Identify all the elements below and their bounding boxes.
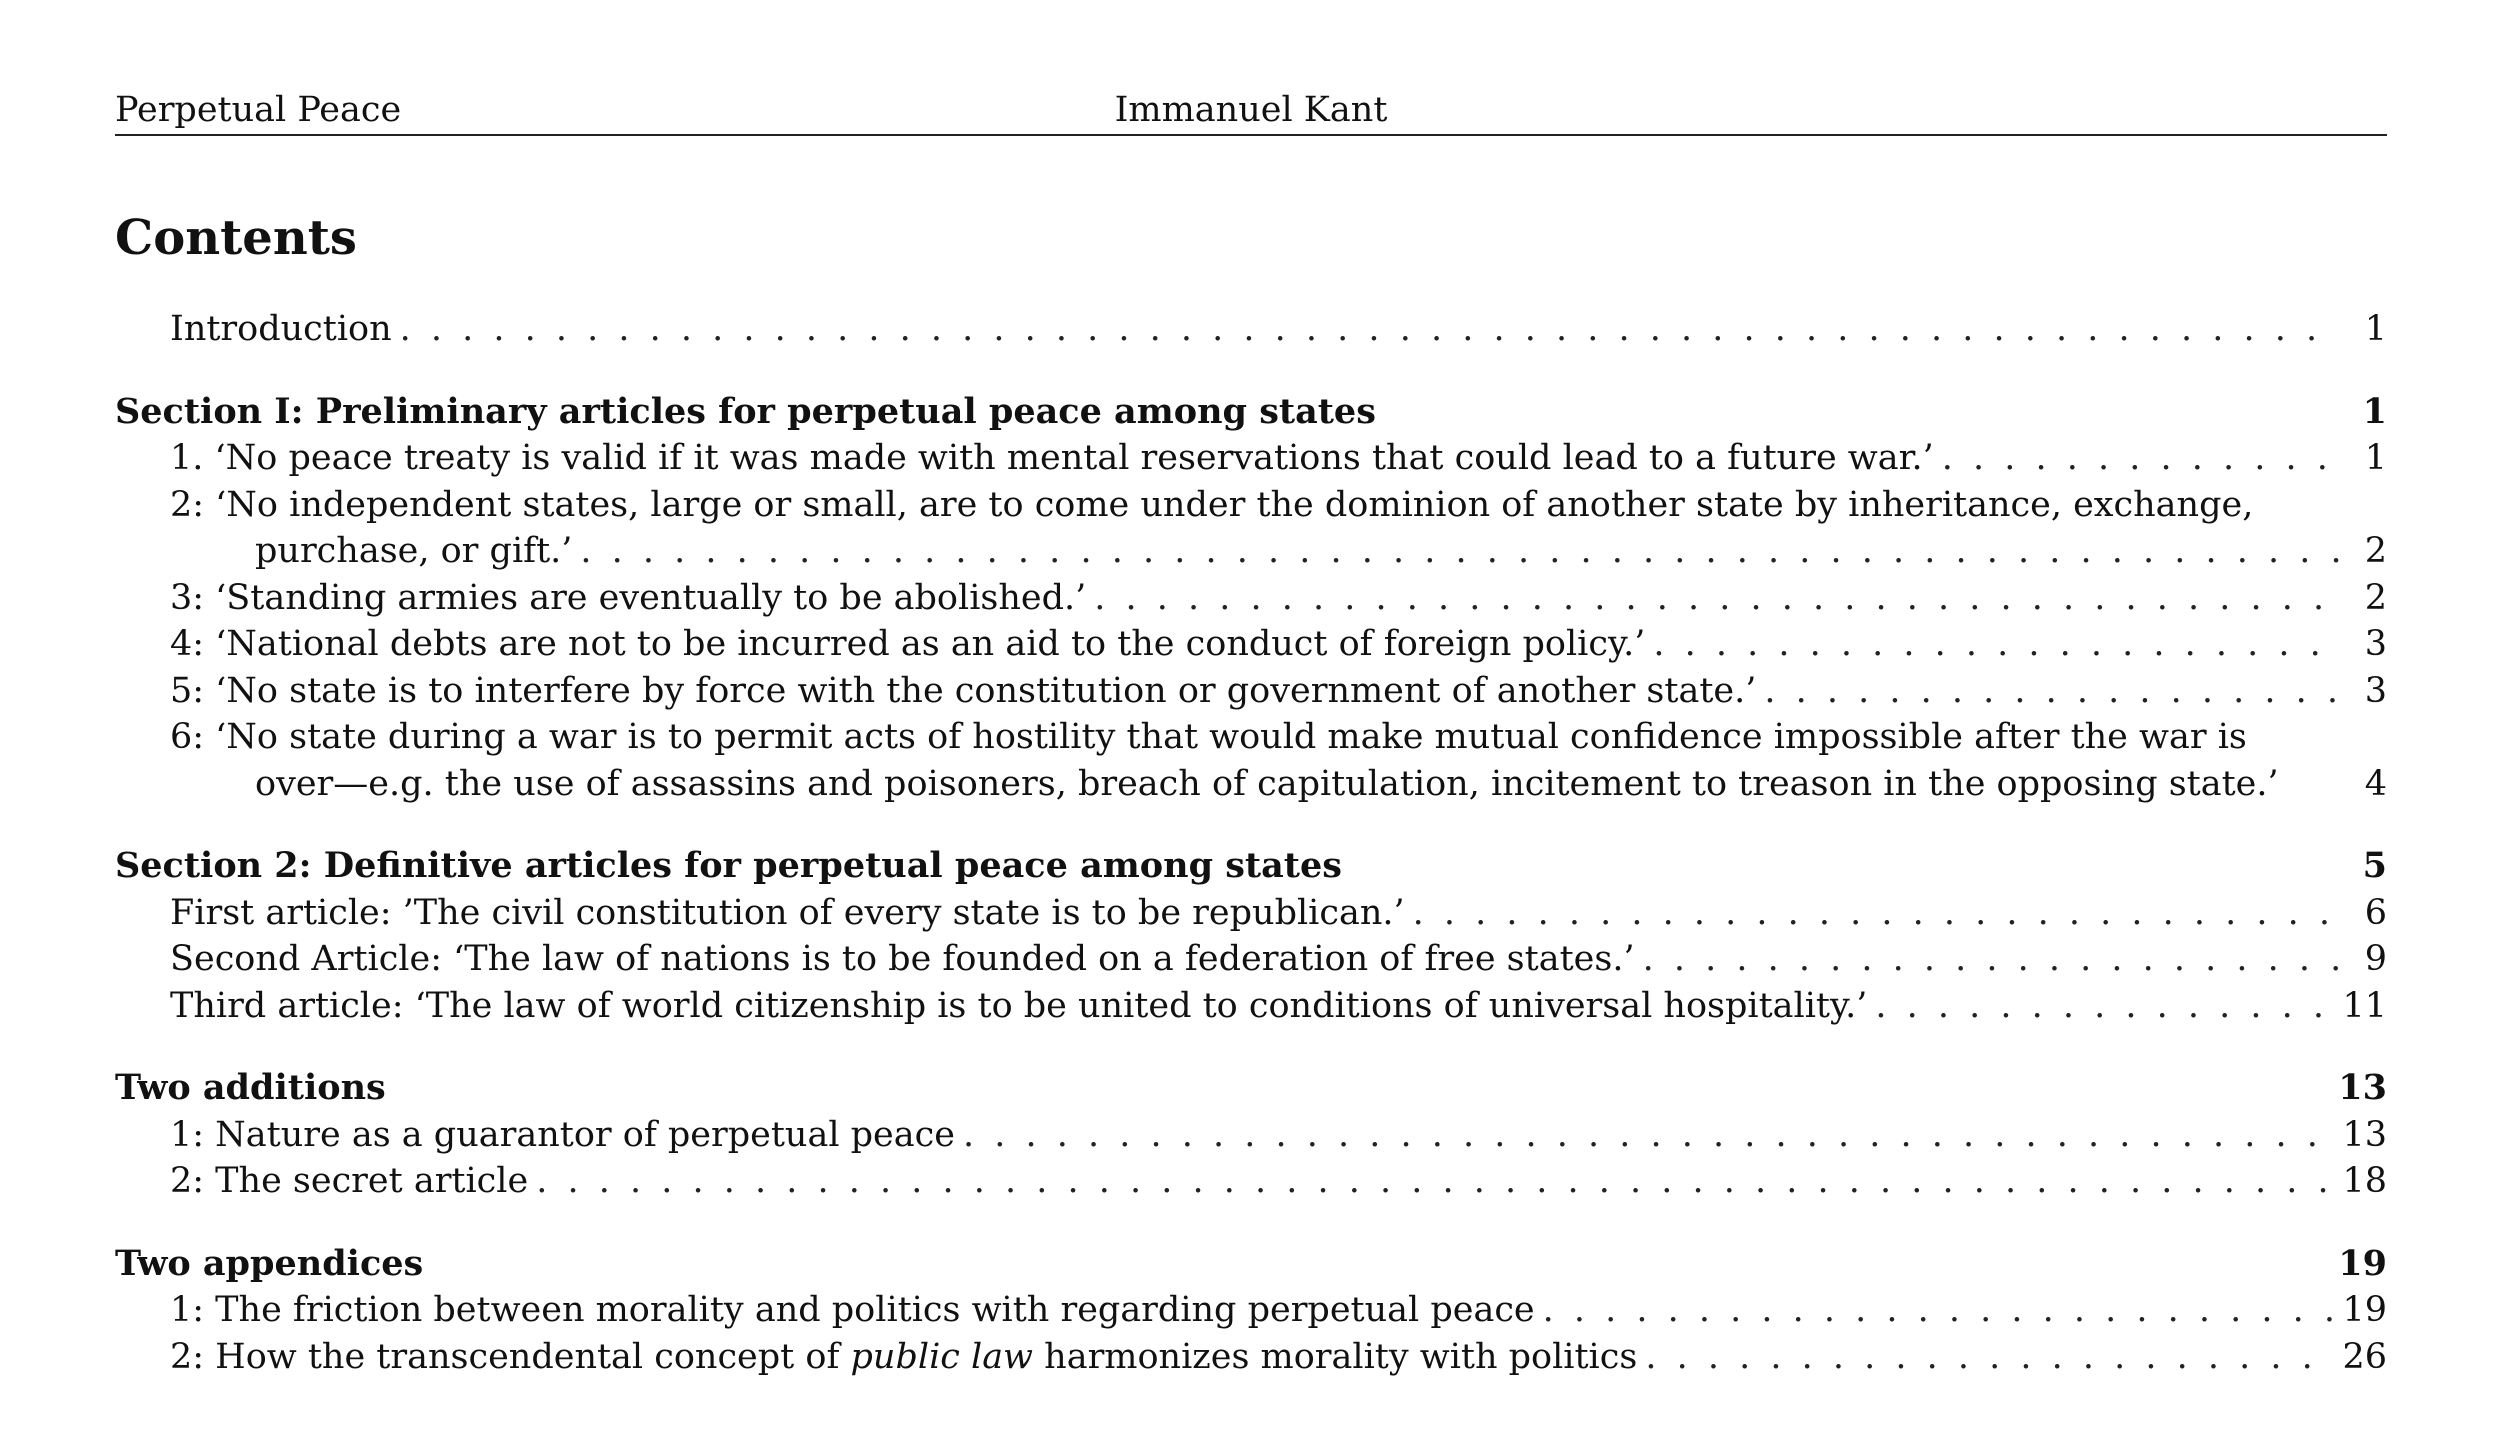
toc-entry-label: 5: ‘No state is to interfere by force with the constitution or government of another state.’ [170,670,1757,711]
toc-entry-page: 6 [2364,892,2387,933]
toc-entry-page: 3 [2364,670,2387,711]
toc-gap [115,1029,2387,1065]
toc-section-label: Section 2: Definitive articles for perpetual peace among states [115,845,1342,886]
dot-leader [1645,1334,2334,1381]
dot-leader [963,1112,2334,1159]
toc-entry-page: 4 [2364,763,2387,804]
toc-entry-label: 6: ‘No state during a war is to permit acts of hostility that would make mutual confidence impossible after the war is [170,717,2247,757]
toc-entry-label: 4: ‘National debts are not to be incurred as an aid to the conduct of foreign policy.’ [170,624,1646,664]
toc-entry-label: 2: The secret article [170,1161,529,1201]
toc-section-2[interactable] [115,843,2387,890]
toc-entry-article-2-line-1[interactable] [115,482,2387,529]
toc-entry-article-5[interactable] [115,668,2387,715]
toc-entry-label-continued: over—e.g. the use of assassins and poisoners, breach of capitulation, incitement to treason in the opposing state.’ [255,763,2279,804]
toc-entry-appendix-2[interactable] [115,1334,2387,1381]
toc-entry-label: 2: ‘No independent states, large or small, are to come under the dominion of another state by inheritance, exchange, [170,484,2254,525]
dot-leader [1543,1287,2335,1334]
toc-entry-label: 1: Nature as a guarantor of perpetual peace [170,1114,955,1155]
toc-entry-page: 1 [2364,309,2387,349]
dot-leader [1653,621,2339,668]
toc-entry-article-4[interactable] [115,621,2387,668]
toc-entry-label: 1: The friction between morality and politics with regarding perpetual peace [170,1290,1535,1330]
toc-section-page: 1 [2362,390,2387,432]
toc-entry-label: 1. ‘No peace treaty is valid if it was made with mental reservations that could lead to a future war.’ [170,438,1934,478]
toc-entry-article-1[interactable] [115,435,2387,482]
toc-entry-label [170,1334,1637,1381]
toc-entry-page: 3 [2364,624,2387,664]
toc-section-appendices[interactable] [115,1241,2387,1288]
toc-section-label: Two additions [115,1067,386,1108]
toc-entry-first-article[interactable] [115,890,2387,937]
toc-gap [115,353,2387,389]
toc-entry-label: Second Article: ‘The law of nations is to be founded on a federation of free states.’ [170,939,1635,979]
dot-leader [536,1158,2334,1205]
table-of-contents [115,306,2387,1380]
toc-entry-second-article[interactable] [115,936,2387,983]
toc-section-page: 5 [2362,845,2387,886]
toc-entry-label: First article: ’The civil constitution of every state is to be republican.’ [170,892,1405,933]
toc-gap [115,807,2387,843]
toc-section-label: Section I: Preliminary articles for perpetual peace among states [115,390,1376,432]
dot-leader [1413,890,2339,937]
toc-entry-label: 3: ‘Standing armies are eventually to be abolished.’ [170,577,1087,618]
contents-heading: Contents [115,210,357,266]
toc-entry-third-article[interactable] [115,983,2387,1030]
header-author: Immanuel Kant [1114,90,1388,130]
toc-entry-article-3[interactable] [115,575,2387,622]
toc-entry-label-emphasis: public law [850,1336,1034,1377]
toc-section-page: 13 [2338,1067,2387,1108]
toc-entry-introduction[interactable] [115,306,2387,353]
toc-section-1[interactable] [115,389,2387,436]
toc-entry-label: Introduction [170,309,392,349]
toc-entry-page: 26 [2342,1336,2387,1377]
toc-entry-page: 9 [2364,939,2387,979]
toc-entry-addition-2[interactable] [115,1158,2387,1205]
toc-entry-label: Third article: ‘The law of world citizenship is to be united to conditions of universal hospitality.’ [170,985,1868,1026]
dot-leader [1875,983,2334,1030]
toc-entry-article-6-line-2[interactable] [115,761,2387,808]
dot-leader [1643,936,2339,983]
dot-leader [1764,668,2339,715]
toc-entry-label-continued: purchase, or gift.’ [255,531,573,571]
dot-leader [400,306,2339,353]
toc-entry-page: 2 [2364,577,2387,618]
toc-entry-addition-1[interactable] [115,1112,2387,1159]
toc-entry-article-6-line-1[interactable] [115,714,2387,761]
dot-leader [580,528,2339,575]
toc-entry-label-post: harmonizes morality with politics [1033,1336,1638,1377]
toc-section-page: 19 [2338,1242,2387,1284]
toc-entry-page: 13 [2342,1114,2387,1155]
dot-leader [1094,575,2339,622]
toc-entry-appendix-1[interactable] [115,1287,2387,1334]
toc-entry-label-pre: 2: How the transcendental concept of [170,1336,851,1377]
toc-entry-page: 19 [2342,1290,2387,1330]
toc-entry-article-2-line-2[interactable] [115,528,2387,575]
header-book-title: Perpetual Peace [115,90,402,130]
toc-section-label: Two appendices [115,1242,424,1284]
dot-leader [1942,435,2339,482]
toc-entry-page: 18 [2342,1161,2387,1201]
toc-gap [115,1205,2387,1241]
toc-entry-page: 11 [2342,985,2387,1026]
toc-section-additions[interactable] [115,1065,2387,1112]
toc-entry-page: 2 [2364,531,2387,571]
running-header [115,88,2387,136]
toc-entry-page: 1 [2364,438,2387,478]
